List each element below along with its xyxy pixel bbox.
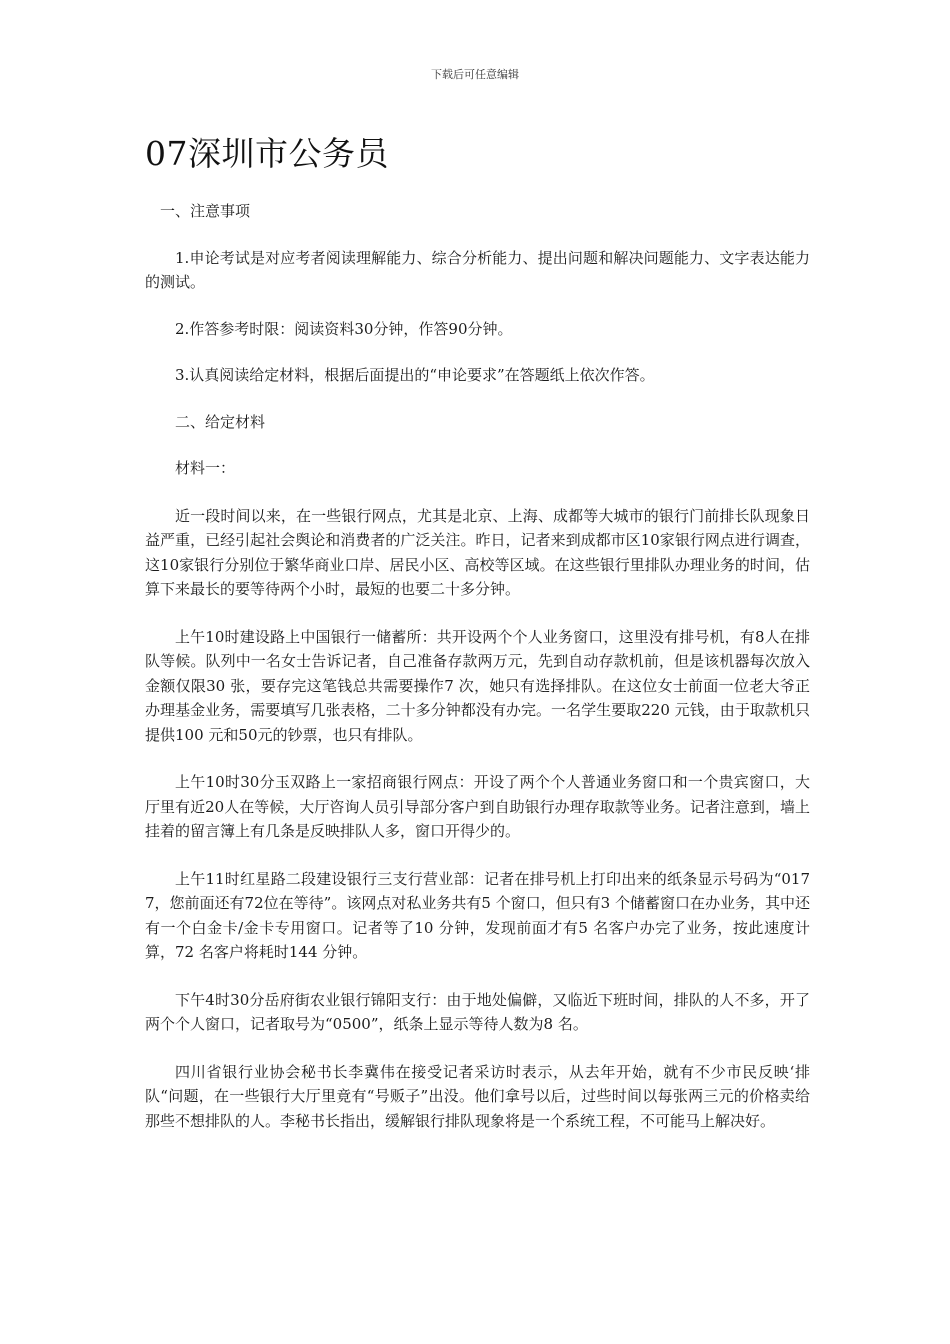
material-paragraph: 四川省银行业协会秘书长李冀伟在接受记者采访时表示，从去年开始，就有不少市民反映‘排队“问题，在一些银行大厅里竟有“号贩子”出没。他们拿号以后，过些时间以每张两三元的价格卖给那些不想排队的人。李秘书长指出，缓解银行排队现象将是一个系统工程，不可能马上解决好。	[145, 1062, 810, 1130]
document-title: 07深圳市公务员	[145, 134, 389, 173]
document-body	[145, 199, 810, 1133]
material-paragraph: 上午10时30分玉双路上一家招商银行网点：开设了两个个人普通业务窗口和一个贵宾窗口，大厅里有近20人在等候，大厅咨询人员引导部分客户到自助银行办理存取款等业务。记者注意到，墙上挂着的留言簿上有几条是反映排队人多，窗口开得少的。	[145, 773, 810, 840]
material-label: 材料一：	[175, 459, 236, 477]
material-paragraph: 近一段时间以来，在一些银行网点，尤其是北京、上海、成都等大城市的银行门前排长队现象日益严重，已经引起社会舆论和消费者的广泛关注。昨日，记者来到成都市区10家银行网点进行调查，这10家银行分别位于繁华商业口岸、居民小区、高校等区域。在这些银行里排队办理业务的时间，估算下来最长的要等待两个小时，最短的也要二十多分钟。	[145, 506, 810, 598]
header-note: 下载后可任意编辑	[431, 68, 519, 81]
material-paragraph: 下午4时30分岳府街农业银行锦阳支行：由于地处偏僻，又临近下班时间，排队的人不多，开了两个个人窗口，记者取号为“0500”，纸条上显示等待人数为8 名。	[145, 990, 810, 1033]
note-item-3: 3.认真阅读给定材料，根据后面提出的“申论要求”在答题纸上依次作答。	[175, 366, 655, 384]
material-paragraph: 上午11时红星路二段建设银行三支行营业部：记者在排号机上打印出来的纸条显示号码为“0177，您前面还有72位在等待”。该网点对私业务共有5 个窗口，但只有3 个储蓄窗口在办业务，其中还有一个白金卡/金卡专用窗口。记者等了10 分钟，发现前面才有5 名客户办完了业务，按此速度计算，72 名客户将耗时144 分钟。	[145, 869, 810, 961]
note-item-2: 2.作答参考时限：阅读资料30分钟，作答90分钟。	[175, 319, 513, 338]
materials-heading: 二、给定材料	[175, 412, 266, 431]
material-paragraph: 上午10时建设路上中国银行一储蓄所：共开设两个个人业务窗口，这里没有排号机，有8人在排队等候。队列中一名女士告诉记者，自己准备存款两万元，先到自动存款机前，但是该机器每次放入金额仅限30 张，要存完这笔钱总共需要操作7 次，她只有选择排队。在这位女士前面一位老大爷正办理基金业务，需要填写几张表格，二十多分钟都没有办完。一名学生要取220 元钱，由于取款机只提供100 元和50元的钞票，也只有排队。	[145, 627, 810, 744]
notes-heading: 一、注意事项	[160, 202, 251, 220]
note-item-1: 1.申论考试是对应考者阅读理解能力、综合分析能力、提出问题和解决问题能力、文字表达能力的测试。	[145, 248, 810, 291]
